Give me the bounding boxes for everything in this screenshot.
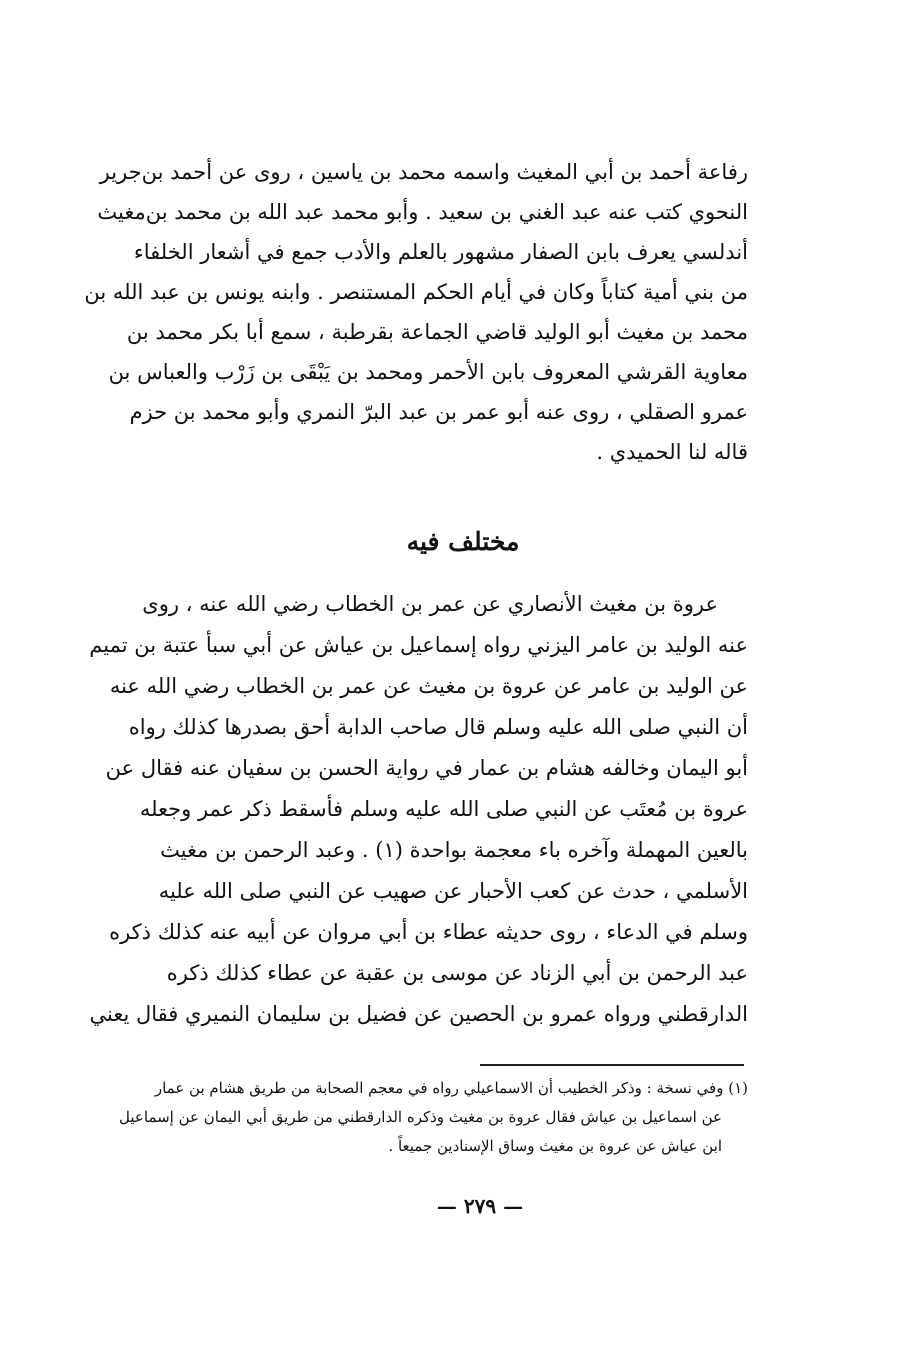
text-line: عنه الوليد بن عامر اليزني رواه إسماعيل بن عياش عن أبي سبأ عتبة بن تميم [89, 633, 748, 657]
text-line: أن النبي صلى الله عليه وسلم قال صاحب الدابة أحق بصدرها كذلك رواه [128, 715, 748, 739]
text-line: عبد الرحمن بن أبي الزناد عن موسى بن عقبة عن عطاء كذلك ذكره [166, 961, 748, 985]
text-line: أندلسي يعرف بابن الصفار مشهور بالعلم والأدب جمع في أشعار الخلفاء [133, 240, 748, 264]
footnotes [119, 1074, 748, 1161]
text-line: عروة بن مُعتَب عن النبي صلى الله عليه وسلم فأسقط ذكر عمر وجعله [139, 797, 748, 821]
text-line: أبو اليمان وخالفه هشام بن عمار في رواية الحسن بن سفيان عنه فقال عن [105, 756, 748, 780]
footnote-line: عن اسماعيل بن عياش فقال عروة بن مغيث وذكره الدارقطني من طريق أبي اليمان عن إسماعيل [119, 1108, 722, 1126]
text-line: عمرو الصقلي ، روى عنه أبو عمر بن عبد البرّ النمري وأبو محمد بن حزم [129, 400, 748, 424]
paragraph-2 [89, 584, 748, 1035]
footnote-divider [480, 1064, 744, 1066]
text-line: الأسلمي ، حدث عن كعب الأحبار عن صهيب عن النبي صلى الله عليه [158, 879, 748, 903]
section-heading: مختلف فيه [406, 527, 520, 556]
footnote-line: (١) وفي نسخة : وذكر الخطيب أن الاسماعيلي رواه في معجم الصحابة من طريق هشام بن عمار [154, 1079, 748, 1097]
text-line: وسلم في الدعاء ، روى حديثه عطاء بن أبي مروان عن أبيه عنه كذلك ذكره [109, 920, 748, 944]
text-line: رفاعة أحمد بن أبي المغيث واسمه محمد بن ياسين ، روى عن أحمد بن‌جرير [99, 160, 748, 184]
text-line: قاله لنا الحميدي . [596, 440, 748, 464]
page-number: — ٢٧٩ — [436, 1194, 524, 1218]
text-line: من بني أمية كتاباً وكان في أيام الحكم المستنصر . وابنه يونس بن عبد الله بن [84, 280, 748, 304]
text-line: معاوية القرشي المعروف بابن الأحمر ومحمد بن يَبْقَى بن زَرْب والعباس بن [108, 360, 748, 384]
text-line: عروة بن مغيث الأنصاري عن عمر بن الخطاب رضي الله عنه ، روى [142, 592, 718, 616]
text-line: عن الوليد بن عامر عن عروة بن مغيث عن عمر بن الخطاب رضي الله عنه [109, 674, 748, 698]
text-line: بالعين المهملة وآخره باء معجمة بواحدة (١) . وعبد الرحمن بن مغيث [160, 838, 748, 862]
footnote-line: ابن عياش عن عروة بن مغيث وساق الإسنادين جميعاً . [388, 1137, 722, 1155]
text-line: الدارقطني ورواه عمرو بن الحصين عن فضيل بن سليمان النميري فقال يعني [89, 1002, 748, 1026]
text-line: محمد بن مغيث أبو الوليد قاضي الجماعة بقرطبة ، سمع أبا بكر محمد بن [126, 320, 748, 344]
text-line: النحوي كتب عنه عبد الغني بن سعيد . وأبو محمد عبد الله بن محمد بن‌مغيث [97, 200, 748, 224]
paragraph-1 [84, 152, 748, 472]
